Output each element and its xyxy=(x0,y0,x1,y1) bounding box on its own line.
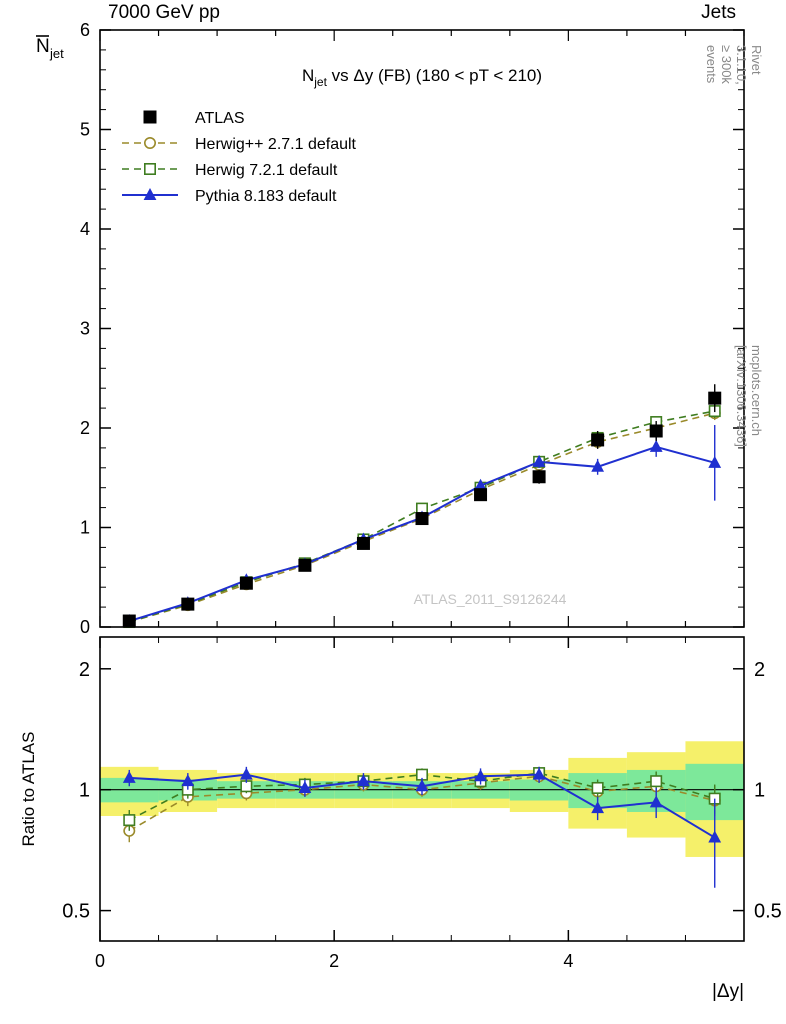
axis-label-y-main: 2 xyxy=(79,418,90,438)
axis-label-y-main: 5 xyxy=(79,119,90,140)
marker-square-filled xyxy=(708,392,721,405)
axis-label-y-ratio-right: 0.5 xyxy=(754,900,782,923)
marker-square-filled xyxy=(123,615,136,628)
axis-label-x: 4 xyxy=(563,951,574,971)
legend-label: ATLAS xyxy=(195,110,245,127)
marker-square-open xyxy=(592,783,602,793)
marker-square-filled xyxy=(144,111,157,124)
marker-square-filled xyxy=(591,433,604,446)
plot-title: $N_{jet}$ vs Δy (FB) (180 < pT < 210) xyxy=(301,66,543,89)
rivet-version-label: Rivet 3.1.10, ≥ 300k events xyxy=(704,45,764,85)
marker-square-filled xyxy=(181,598,194,611)
marker-square-open xyxy=(651,776,661,786)
axis-title-y-ratio: Ratio to ATLAS xyxy=(19,731,38,847)
legend-label: Herwig++ 2.7.1 default xyxy=(195,136,356,153)
axis-label-y-ratio: 1 xyxy=(78,779,90,802)
axis-label-y-main: 4 xyxy=(79,219,90,239)
marker-circle-open xyxy=(145,138,155,148)
marker-square-filled xyxy=(298,559,311,572)
axis-title-y-main-sub: jet xyxy=(50,46,64,61)
axis-label-y-main: 1 xyxy=(79,517,90,538)
axis-title-y-main-text: N xyxy=(36,36,50,57)
marker-square-filled xyxy=(416,512,429,525)
legend-label: Herwig 7.2.1 default xyxy=(195,162,338,179)
axis-title-y-main xyxy=(36,36,64,61)
arxiv-label: mcplots.cern.ch [arXiv:1306.3436] xyxy=(734,345,764,447)
marker-square-open xyxy=(145,164,155,174)
marker-square-filled xyxy=(533,470,546,483)
axis-label-y-main: 6 xyxy=(79,20,90,40)
marker-square-filled xyxy=(357,537,370,550)
dataset-watermark: ATLAS_2011_S9126244 xyxy=(413,591,567,607)
axis-title-x: |Δy| xyxy=(711,981,744,1002)
marker-triangle-filled xyxy=(650,440,663,452)
marker-square-filled xyxy=(474,488,487,501)
axis-label-y-main: 3 xyxy=(79,318,90,339)
marker-square-filled xyxy=(240,577,253,590)
axis-label-x: 0 xyxy=(94,951,106,971)
axis-label-y-ratio-right: 2 xyxy=(754,658,766,681)
axis-label-y-ratio-right: 1 xyxy=(754,779,766,802)
axis-label-y-main: 0 xyxy=(79,617,90,637)
header-right: Jets xyxy=(701,2,736,23)
ratio-uncertainty-bands xyxy=(100,741,744,857)
axis-label-y-ratio: 2 xyxy=(78,658,90,681)
marker-square-open xyxy=(124,815,134,825)
legend-label: Pythia 8.183 default xyxy=(195,188,337,205)
legend xyxy=(122,110,357,205)
axis-label-y-ratio: 0.5 xyxy=(62,900,90,923)
axis-label-x: 2 xyxy=(329,951,340,971)
header-left: 7000 GeV pp xyxy=(108,2,220,23)
marker-square-filled xyxy=(650,424,663,437)
